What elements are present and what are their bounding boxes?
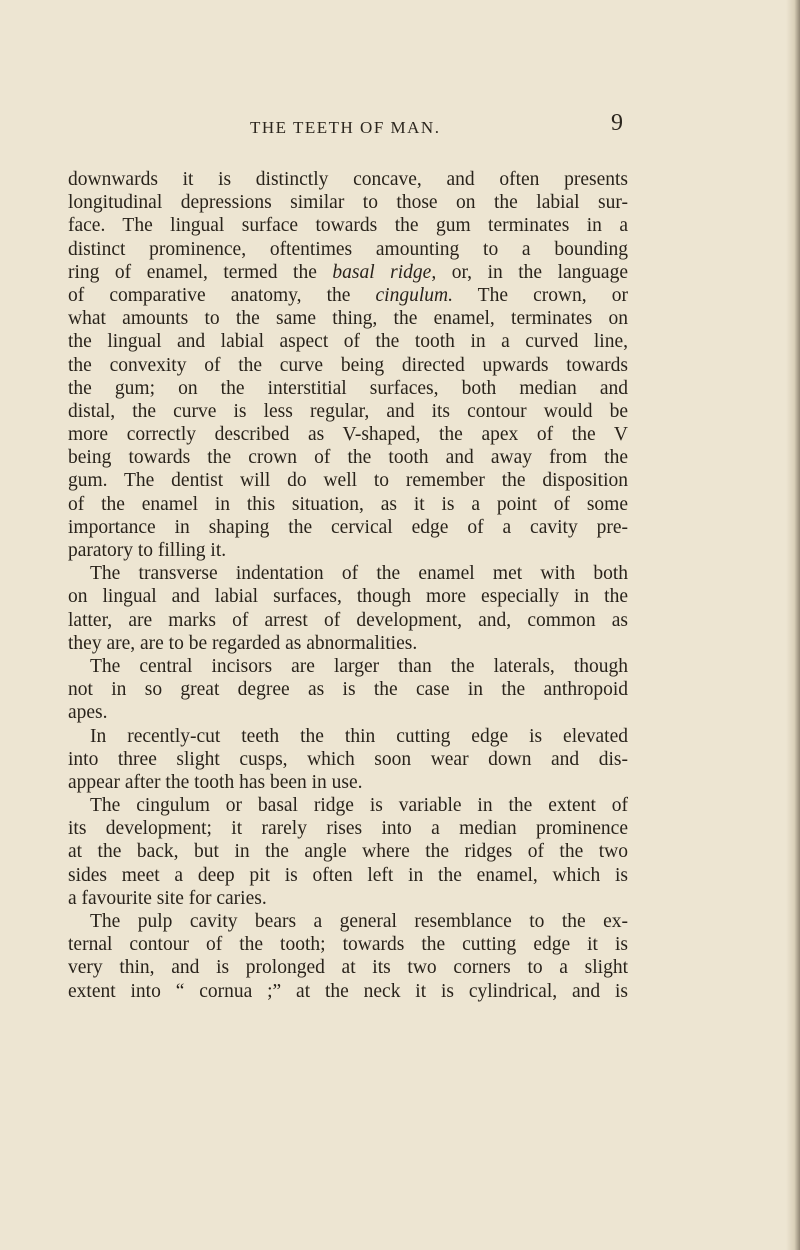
text-line: downwards it is distinctly concave, and often presents (68, 169, 628, 190)
text-line: sides meet a deep pit is often left in the enamel, which is (68, 864, 628, 886)
text-line: into three slight cusps, which soon wear down and dis- (68, 748, 628, 770)
paragraph-start: The central incisors are larger than the laterals, though (90, 655, 628, 677)
text-line: latter, are marks of arrest of development, and, common as (68, 609, 628, 631)
text-line (68, 284, 628, 307)
page-number: 9 (611, 110, 623, 136)
text-line (68, 261, 628, 284)
paragraph-start: The transverse indentation of the enamel met with both (90, 563, 628, 585)
text-span: of comparative anatomy, the (68, 284, 376, 306)
text-line: distinct prominence, oftentimes amounting to a bounding (68, 238, 628, 260)
text-span: The crown, or (452, 284, 628, 306)
text-line: very thin, and is prolonged at its two corners to a slight (68, 957, 628, 979)
text-line: the gum; on the interstitial surfaces, both median and (68, 377, 628, 399)
text-line: distal, the curve is less regular, and its contour would be (68, 400, 628, 422)
text-line: not in so great degree as is the case in the anthropoid (68, 679, 628, 701)
text-line: face. The lingual surface towards the gum terminates in a (68, 215, 628, 237)
italic-term-cingulum: cingulum. (375, 284, 453, 306)
text-span: or, in the language (436, 261, 628, 283)
text-line: extent into “ cornua ;” at the neck it is cylindrical, and is (68, 980, 628, 1002)
page-edge-shadow (786, 0, 800, 1250)
text-line: the lingual and labial aspect of the tooth in a curved line, (68, 331, 628, 353)
paragraph-start: In recently-cut teeth the thin cutting edge is elevated (90, 725, 628, 747)
paragraph-start: The cingulum or basal ridge is variable in the extent of (90, 795, 628, 817)
running-head: THE TEETH OF MAN. (250, 118, 441, 137)
text-span: ring of enamel, termed the (68, 261, 333, 283)
text-line: a favourite site for caries. (68, 887, 267, 909)
text-line: on lingual and labial surfaces, though more especially in the (68, 586, 628, 608)
text-line: apes. (68, 702, 108, 724)
text-line: appear after the tooth has been in use. (68, 771, 363, 793)
text-line: paratory to filling it. (68, 540, 227, 561)
text-line: of the enamel in this situation, as it is a point of some (68, 493, 628, 515)
text-line: ternal contour of the tooth; towards the cutting edge it is (68, 934, 628, 956)
text-line: the convexity of the curve being directed upwards towards (68, 354, 628, 376)
text-line: they are, are to be regarded as abnormalities. (68, 632, 418, 654)
text-line: being towards the crown of the tooth and away from the (68, 447, 628, 469)
text-line: what amounts to the same thing, the enamel, terminates on (68, 308, 628, 330)
text-line: its development; it rarely rises into a median prominence (68, 818, 628, 840)
text-line: gum. The dentist will do well to remember the disposition (68, 470, 628, 492)
text-line: longitudinal depressions similar to those on the labial sur- (68, 192, 628, 214)
text-line: importance in shaping the cervical edge of a cavity pre- (68, 516, 628, 538)
body-text (68, 168, 628, 1003)
text-line: at the back, but in the angle where the ridges of the two (68, 841, 628, 863)
paragraph-start: The pulp cavity bears a general resemblance to the ex- (90, 911, 628, 932)
text-line: more correctly described as V-shaped, the apex of the V (68, 424, 628, 446)
italic-term-basal-ridge: basal ridge, (332, 261, 437, 283)
